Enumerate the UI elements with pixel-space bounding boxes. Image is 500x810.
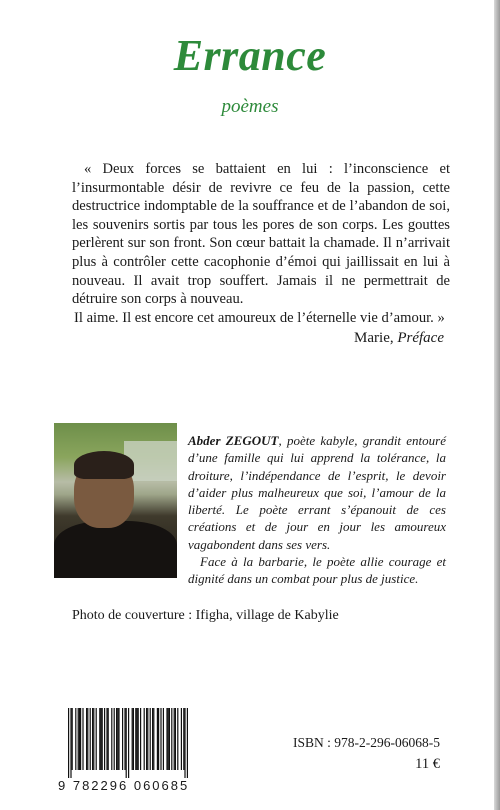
author-name: Abder ZEGOUT (188, 433, 279, 448)
barcode-bar (117, 708, 118, 770)
quote-paragraph-2: Il aime. Il est encore cet amoureux de l’éternelle vie d’amour. » (74, 309, 445, 326)
barcode-bar (93, 708, 94, 770)
barcode-bar (78, 708, 79, 770)
barcode-bar (75, 708, 76, 770)
quote-paragraph-1: « Deux forces se battaient en lui : l’inconscience et l’insurmontable désir de revivre ce feu de la passion, cette destructrice indomptable de la souffrance et de l’abandon de soi, les souvenirs sortis par tous les pores de son corps. Les gouttes perlèrent sur son front. Son cœur battait la chamade. Il n’arrivait plus à contrôler cette cacophonie d’émoi qui jaillissait en lui à nouveau. Il avait trop souffert. Jamais il ne permettrait de détruire son corps à nouveau. (72, 161, 450, 308)
barcode-bar (152, 708, 153, 770)
barcode-bar (124, 708, 125, 770)
barcode-bar (118, 708, 119, 770)
barcode-bar (96, 708, 97, 770)
barcode-bar (168, 708, 169, 770)
barcode-bar (87, 708, 88, 770)
barcode-bar (72, 708, 73, 770)
barcode-bar (86, 708, 87, 770)
barcode-digits: 9 782296 060685 (58, 778, 190, 793)
barcode-bar (128, 708, 129, 778)
barcode-bar (153, 708, 154, 770)
barcode-bar (90, 708, 91, 770)
barcode-bar (140, 708, 141, 770)
barcode-bar (146, 708, 147, 770)
barcode-bar (136, 708, 137, 770)
barcode-bar (132, 708, 133, 770)
barcode-bars (58, 708, 193, 778)
barcode-bar (70, 708, 71, 778)
signature-label: Préface (397, 330, 444, 346)
price: 11 € (415, 756, 440, 772)
isbn: ISBN : 978-2-296-06068-5 (293, 735, 440, 750)
author-bio (188, 432, 446, 588)
photo-hair (74, 451, 134, 479)
barcode-bar (183, 708, 184, 770)
barcode-bar (163, 708, 164, 770)
barcode-bar (114, 708, 115, 770)
bio-paragraph-1 (188, 432, 446, 553)
cover-edge (494, 0, 500, 810)
barcode-bar (104, 708, 105, 770)
barcode-bar (160, 708, 161, 770)
barcode-bar (108, 708, 109, 770)
barcode-bar (106, 708, 107, 770)
barcode-bar (158, 708, 159, 770)
barcode-bar (80, 708, 81, 770)
barcode-bar (174, 708, 175, 770)
photo-shoulders (54, 521, 177, 578)
barcode-bar (150, 708, 151, 770)
barcode-bar (144, 708, 145, 770)
barcode-bar (116, 708, 117, 770)
barcode-bar (92, 708, 93, 770)
barcode-bar (147, 708, 148, 770)
barcode-bar (100, 708, 101, 770)
barcode-bar (133, 708, 134, 770)
bio-paragraph-2: Face à la barbarie, le poète allie courage et dignité dans un combat pour plus de justice. (188, 554, 446, 587)
barcode-bar (169, 708, 170, 770)
signature-author: Marie, (354, 330, 398, 346)
barcode-bar (177, 708, 178, 770)
author-photo (54, 423, 177, 578)
barcode-bar (171, 708, 172, 770)
barcode-bar (111, 708, 112, 770)
barcode-bar (102, 708, 103, 770)
barcode-bar (126, 708, 127, 778)
bio-text-1: , poète kabyle, grandit entouré d’une famille qui lui apprend la tolérance, la droiture, l’indépendance de l’esprit, le devoir d’aider plus malheureux que soi, l’amour de la liberté. Le poète errant s’épanouit de ces créations et de jour en jour les amoureux vagabondent dans ses vers. (188, 433, 446, 552)
barcode-bar (122, 708, 123, 770)
book-subtitle: poèmes (221, 96, 279, 117)
barcode-bar (135, 708, 136, 770)
book-title: Errance (173, 31, 327, 80)
barcode-bar (157, 708, 158, 770)
barcode-bar (175, 708, 176, 770)
photo-caption: Photo de couverture : Ifigha, village de Kabylie (72, 608, 339, 623)
barcode-bar (99, 708, 100, 770)
barcode-bar (181, 708, 182, 770)
barcode-bar (187, 708, 188, 778)
preface-quote (72, 160, 450, 327)
barcode-bar (82, 708, 83, 770)
barcode-bar (138, 708, 139, 770)
quote-signature (354, 330, 444, 347)
barcode (58, 708, 193, 800)
barcode-bar (79, 708, 80, 770)
barcode-bar (166, 708, 167, 770)
barcode-bar (184, 708, 185, 778)
barcode-bar (68, 708, 69, 778)
